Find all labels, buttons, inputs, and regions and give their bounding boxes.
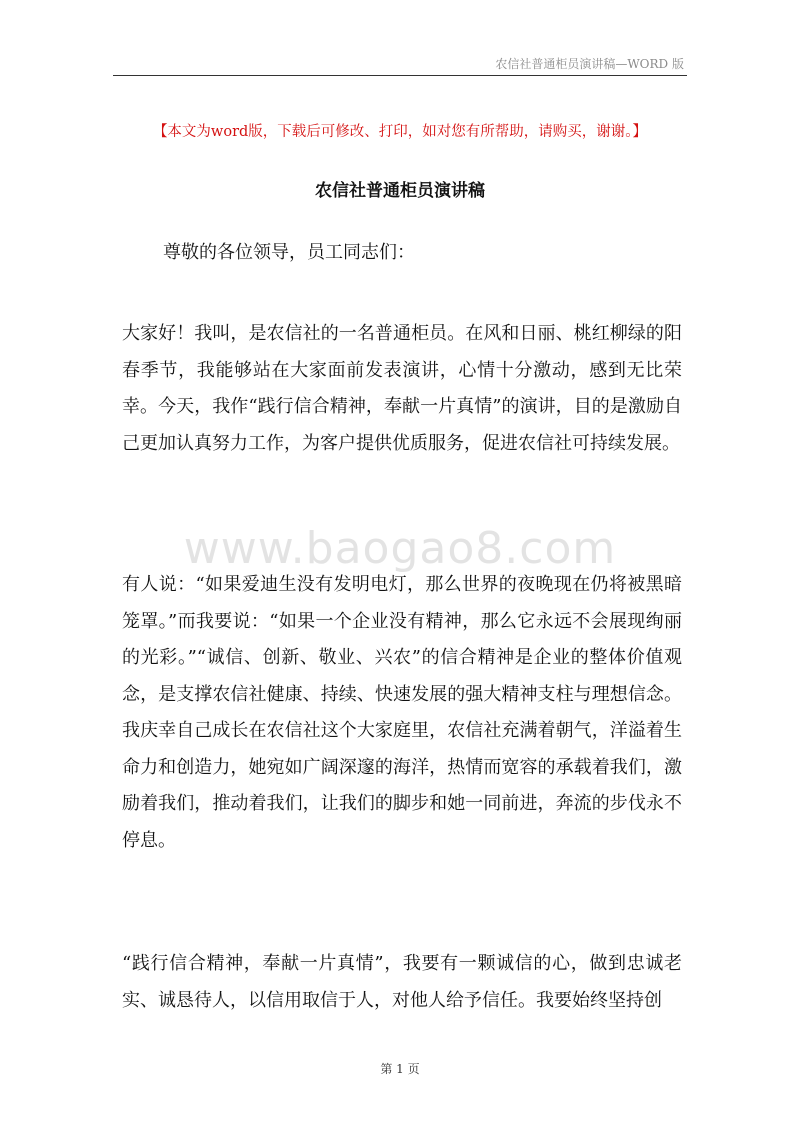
body-paragraph-1: 大家好！我叫，是农信社的一名普通柜员。在风和日丽、桃红柳绿的阳春季节，我能够站在大家面前发表演讲，心情十分激动，感到无比荣幸。今天，我作“践行信合精神，奉献一片真情”的演讲，目的是激励自己更加认真努力工作，为客户提供优质服务，促进农信社可持续发展。 [122,323,682,454]
watermark-text: www.baogao8.com [183,523,617,574]
document-title: 农信社普通柜员演讲稿 [315,181,485,201]
salutation: 尊敬的各位领导，员工同志们： [163,242,415,263]
page-header-text: 农信社普通柜员演讲稿—WORD 版 [495,57,684,71]
header-divider [113,75,687,76]
body-paragraph-3: “践行信合精神，奉献一片真情”，我要有一颗诚信的心，做到忠诚老实、诚恳待人，以信用取信于人，对他人给予信任。我要始终坚持创 [122,953,682,1011]
word-version-notice: 【本文为word版，下载后可修改、打印，如对您有所帮助，请购买，谢谢。】 [152,124,648,140]
page-number: 第 1 页 [380,1062,420,1076]
body-paragraph-2: 有人说：“如果爱迪生没有发明电灯，那么世界的夜晚现在仍将被黑暗笼罩。”而我要说：“如果一个企业没有精神，那么它永远不会展现绚丽的光彩。”“诚信、创新、敬业、兴农”的信合精神是企业的整体价值观念，是支撑农信社健康、持续、快速发展的强大精神支柱与理想信念。我庆幸自己成长在农信社这个大家庭里，农信社充满着朝气，洋溢着生命力和创造力，她宛如广阔深邃的海洋，热情而宽容的承载着我们，激励着我们，推动着我们，让我们的脚步和她一同前进，奔流的步伐永不停息。 [122,574,682,851]
